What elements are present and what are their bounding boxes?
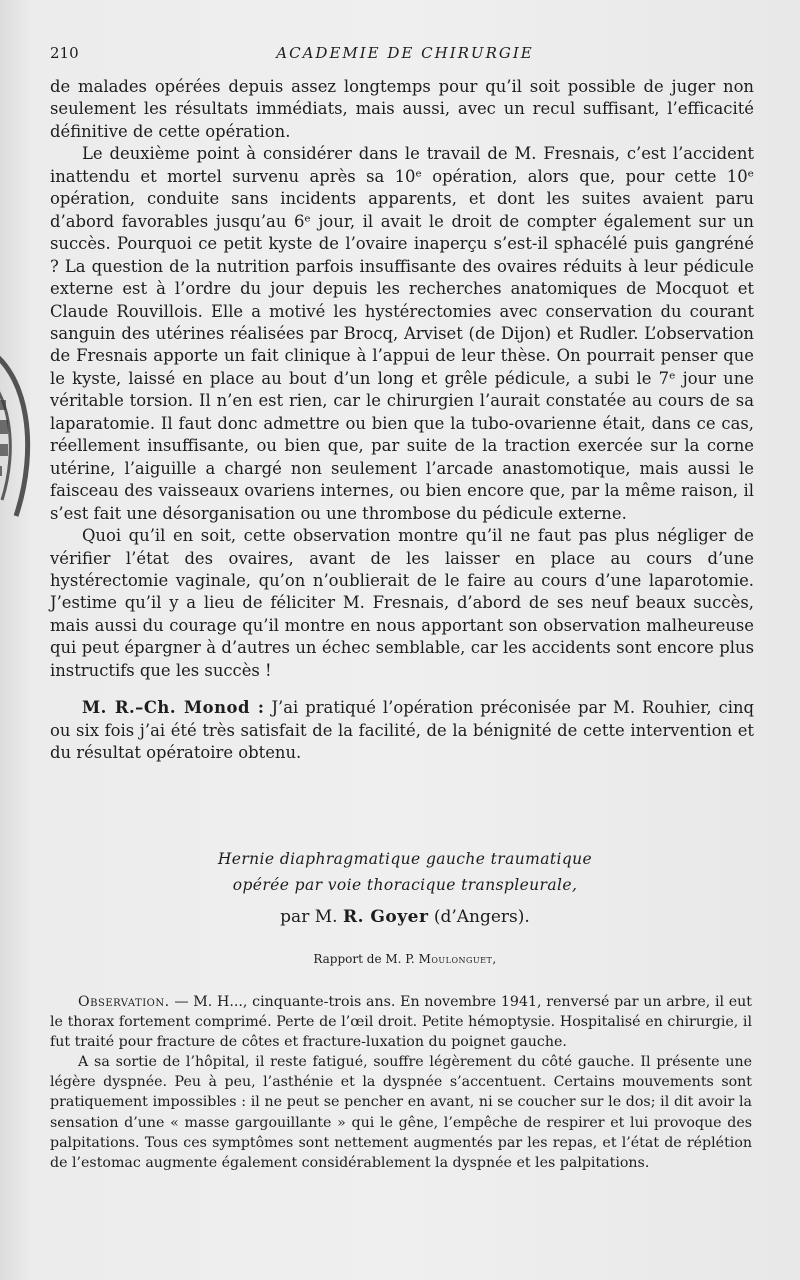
- library-stamp: [0, 340, 42, 520]
- paragraph-conclusion: Quoi qu’il en soit, cette observation montre qu’il ne faut pas plus négliger de vérifier l’état des ovaires, avant de les laisser en place au cours d’une hystérectomie vaginale, qu’on n’oublierait de le faire au cours d’une laparotomie. J’estime qu’il y a lieu de féliciter M. Fresnais, d’abord de ses neuf beaux succès, mais aussi du courage qu’il montre en nous apportant son observation malheureuse qui peut épargner à d’autres un échec semblable, car les accidents sont encore plus instructifs que les succès !: [50, 526, 754, 680]
- rapporteur-name: Moulonguet,: [418, 952, 497, 966]
- article-title-block: [50, 846, 760, 932]
- paragraph-second-point: Le deuxième point à considérer dans le travail de M. Fresnais, c’est l’accident inattendu et mortel survenu après sa 10ᵉ opération, alors que, pour cette 10ᵉ opération, conduite sans incidents apparents, et dont les suites avaient paru d’abord favorables jusqu’au 6ᵉ jour, il avait le droit de compter également sur un succès. Pourquoi ce petit kyste de l’ovaire inaperçu s’est-il sphacélé puis gangréné ? La question de la nutrition parfois insuffisante des ovaires réduits à leur pédicule externe est à l’ordre du jour depuis les recherches anatomiques de Mocquot et Claude Rouvillois. Elle a motivé les hystérectomies avec conservation du courant sanguin des utérines réalisées par Brocq, Arviset (de Dijon) et Rudler. L’observation de Fresnais apporte un fait clinique à l’appui de leur thèse. On pourrait penser que le kyste, laissé en place au bout d’un long et grêle pédicule, a subi le 7ᵉ jour une véritable torsion. Il n’en est rien, car le chirurgien l’aurait constatée au cours de sa laparatomie. Il faut donc admettre ou bien que la tubo-ovarienne était, dans ce cas, réellement insuffisante, ou bien que, par suite de la traction exercée sur la corne utérine, l’aiguille a chargé non seulement l’arcade anastomotique, mais aussi le faisceau des vaisseaux ovariens internes, ou bien encore que, par la même raison, il s’est fait une désorganisation ou une thrombose du pédicule externe.: [50, 144, 754, 523]
- author-prefix: par M.: [280, 907, 343, 927]
- rapport-prefix: Rapport de M. P.: [313, 952, 419, 966]
- observation-text: [50, 992, 752, 1173]
- page-header: [50, 44, 760, 66]
- observation-label: Observation.: [78, 994, 170, 1010]
- page-number: 210: [50, 44, 79, 62]
- author-name: R. Goyer: [342, 907, 429, 927]
- author-suffix: (d’Angers).: [428, 907, 530, 927]
- article-title-line-1: Hernie diaphragmatique gauche traumatique: [217, 850, 593, 868]
- monod-remark: [50, 697, 754, 764]
- rapport-line: [50, 952, 760, 966]
- speaker-name: M. R.–Ch. Monod :: [82, 698, 265, 718]
- paragraph-continuation: de malades opérées depuis assez longtemps pour qu’il soit possible de juger non seulement les résultats immédiats, mais aussi, avec un recul suffisant, l’efficacité définitive de cette opération.: [50, 77, 754, 141]
- monod-remark-text: J’ai pratiqué l’opération préconisée par M. Rouhier, cinq ou six fois j’ai été très satisfait de la facilité, de la bénignité de cette intervention et du résultat opératoire obtenu.: [50, 698, 754, 763]
- article-author: [50, 902, 760, 932]
- observation-paragraph-2: A sa sortie de l’hôpital, il reste fatigué, souffre légèrement du côté gauche. Il présente une légère dyspnée. Peu à peu, l’asthénie et la dyspnée s’accentuent. Certains mouvements sont pratiquement impossibles : il ne peut se pencher en avant, ni se coucher sur le dos; il dit avoir la sensation d’une « masse gargouillante » qui le gêne, l’empêche de respirer et lui provoque des palpitations. Tous ces symptômes sont nettement augmentés par les repas, et l’état de réplétion de l’estomac augmente également considérablement la dyspnée et les palpitations.: [50, 1054, 752, 1171]
- observation-text-1: — M. H..., cinquante-trois ans. En novembre 1941, renversé par un arbre, il eut le thorax fortement comprimé. Perte de l’œil droit. Petite hémoptysie. Hospitalisé en chirurgie, il fut traité pour fracture de côtes et fracture-luxation du poignet gauche.: [50, 994, 752, 1051]
- main-text: [50, 76, 754, 765]
- running-head: ACADEMIE DE CHIRURGIE: [276, 44, 534, 62]
- observation-paragraph-1: [50, 992, 752, 1052]
- article-title-line-2: opérée par voie thoracique transpleurale,: [232, 876, 578, 894]
